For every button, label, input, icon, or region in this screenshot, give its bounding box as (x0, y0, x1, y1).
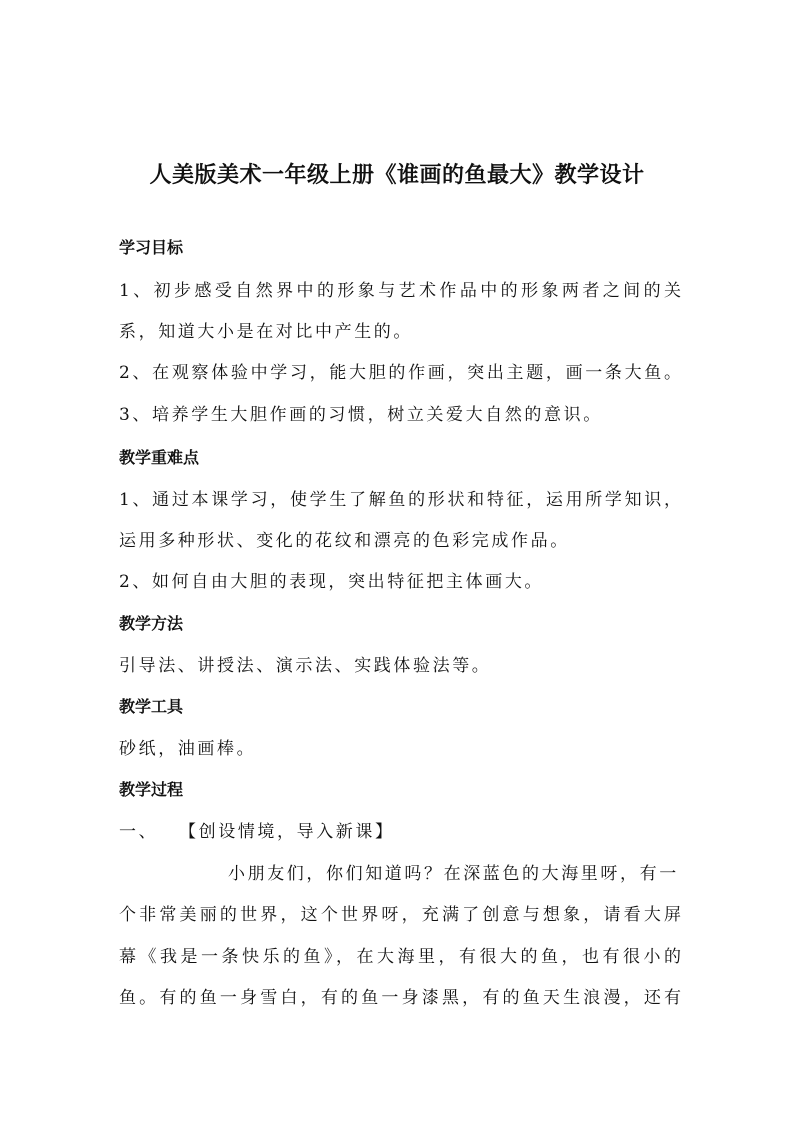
section-heading-methods: 教学方法 (119, 614, 184, 633)
section-heading-key-points: 教学重难点 (119, 448, 200, 467)
key-points-line-1: 1、通过本课学习，使学生了解鱼的形状和特征，运用所学知识， (119, 490, 681, 510)
process-step-1 (119, 820, 395, 844)
process-paragraph-line-4: 鱼。有的鱼一身雪白，有的鱼一身漆黑，有的鱼天生浪漫，还有 (119, 988, 681, 1008)
tools-line-1: 砂纸，油画棒。 (119, 739, 257, 759)
process-paragraph-line-1: 小朋友们，你们知道吗？在深蓝色的大海里呀，有一 (228, 864, 679, 884)
process-step-title: 【创设情境，导入新课】 (179, 822, 395, 842)
document-title: 人美版美术一年级上册《谁画的鱼最大》教学设计 (149, 163, 645, 188)
objectives-line-3: 2、在观察体验中学习，能大胆的作画，突出主题，画一条大鱼。 (119, 363, 681, 383)
key-points-line-3: 2、如何自由大胆的表现，突出特征把主体画大。 (119, 572, 545, 592)
key-points-line-2: 运用多种形状、变化的花纹和漂亮的色彩完成作品。 (119, 531, 570, 551)
section-heading-objectives: 学习目标 (119, 238, 184, 257)
objectives-line-4: 3、培养学生大胆作画的习惯，树立关爱大自然的意识。 (119, 405, 603, 425)
process-paragraph-line-3: 幕《我是一条快乐的鱼》，在大海里，有很大的鱼，也有很小的 (119, 947, 681, 967)
objectives-line-2: 系，知道大小是在对比中产生的。 (119, 322, 413, 342)
process-paragraph-line-2: 个非常美丽的世界，这个世界呀，充满了创意与想象，请看大屏 (119, 905, 681, 925)
section-heading-process: 教学过程 (119, 780, 184, 799)
objectives-line-1: 1、初步感受自然界中的形象与艺术作品中的形象两者之间的关 (119, 281, 681, 301)
section-heading-tools: 教学工具 (119, 697, 184, 716)
process-step-number: 一、 (119, 822, 159, 842)
methods-line-1: 引导法、讲授法、演示法、实践体验法等。 (119, 656, 492, 676)
